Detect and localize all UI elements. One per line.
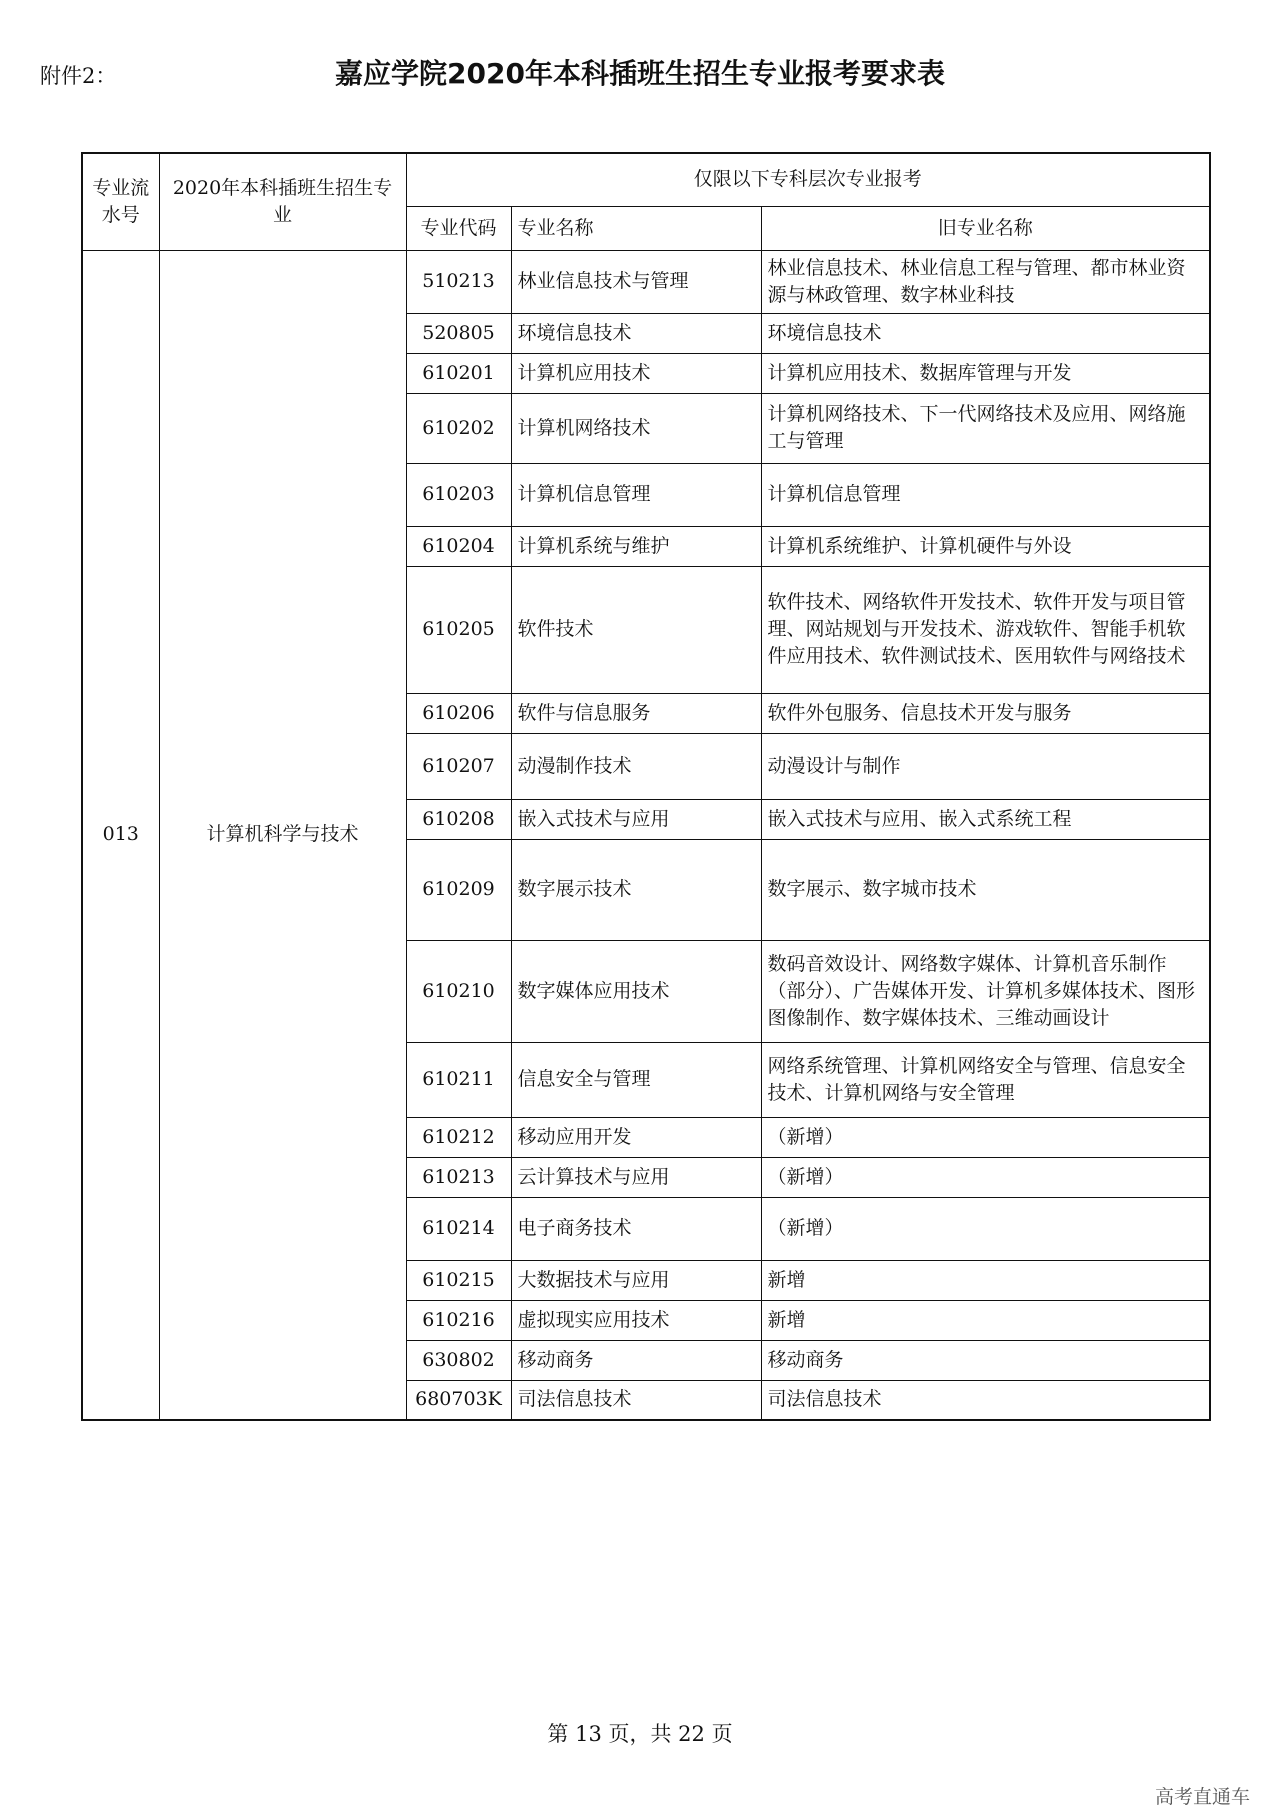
watermark: 高考直通车 [1154,1786,1250,1808]
header-code: 专业代码 [406,206,511,250]
row-old-name: （新增） [761,1117,1210,1157]
header-old-name: 旧专业名称 [761,206,1210,250]
major-name: 计算机科学与技术 [159,250,406,1420]
row-code: 610204 [406,526,511,566]
table-row [82,250,1210,313]
row-name: 信息安全与管理 [511,1042,761,1117]
row-code: 510213 [406,250,511,313]
attachment-label: 附件2： [40,64,117,88]
row-name: 计算机信息管理 [511,463,761,526]
row-code: 630802 [406,1340,511,1380]
row-old-name: 移动商务 [761,1340,1210,1380]
row-code: 610202 [406,393,511,463]
row-name: 电子商务技术 [511,1197,761,1260]
page-title: 嘉应学院2020年本科插班生招生专业报考要求表 [335,57,945,90]
row-code: 610207 [406,733,511,799]
row-old-name: 数字展示、数字城市技术 [761,839,1210,940]
row-old-name: （新增） [761,1197,1210,1260]
row-code: 610214 [406,1197,511,1260]
row-old-name: 新增 [761,1300,1210,1340]
row-old-name: （新增） [761,1157,1210,1197]
row-name: 移动应用开发 [511,1117,761,1157]
row-code: 610201 [406,353,511,393]
row-old-name: 计算机应用技术、数据库管理与开发 [761,353,1210,393]
row-old-name: 软件技术、网络软件开发技术、软件开发与项目管理、网站规划与开发技术、游戏软件、智能手机软件应用技术、软件测试技术、医用软件与网络技术 [761,566,1210,693]
header-major: 2020年本科插班生招生专业 [159,153,406,250]
row-code: 610203 [406,463,511,526]
row-old-name: 数码音效设计、网络数字媒体、计算机音乐制作（部分）、广告媒体开发、计算机多媒体技术、图形图像制作、数字媒体技术、三维动画设计 [761,940,1210,1042]
row-name: 数字展示技术 [511,839,761,940]
row-name: 移动商务 [511,1340,761,1380]
row-name: 嵌入式技术与应用 [511,799,761,839]
row-name: 司法信息技术 [511,1380,761,1420]
row-code: 610209 [406,839,511,940]
row-old-name: 司法信息技术 [761,1380,1210,1420]
row-code: 680703K [406,1380,511,1420]
row-name: 计算机网络技术 [511,393,761,463]
requirements-table [81,152,1211,1421]
row-code: 610216 [406,1300,511,1340]
row-name: 计算机应用技术 [511,353,761,393]
row-code: 610210 [406,940,511,1042]
row-old-name: 新增 [761,1260,1210,1300]
row-old-name: 计算机网络技术、下一代网络技术及应用、网络施工与管理 [761,393,1210,463]
header-serial: 专业流水号 [82,153,159,250]
row-old-name: 软件外包服务、信息技术开发与服务 [761,693,1210,733]
row-code: 610212 [406,1117,511,1157]
row-name: 虚拟现实应用技术 [511,1300,761,1340]
row-code: 610208 [406,799,511,839]
row-name: 云计算技术与应用 [511,1157,761,1197]
page-number: 第 13 页，共 22 页 [547,1722,733,1746]
row-old-name: 动漫设计与制作 [761,733,1210,799]
row-name: 计算机系统与维护 [511,526,761,566]
row-code: 610205 [406,566,511,693]
row-name: 大数据技术与应用 [511,1260,761,1300]
header-name: 专业名称 [511,206,761,250]
row-old-name: 环境信息技术 [761,313,1210,353]
row-old-name: 林业信息技术、林业信息工程与管理、都市林业资源与林政管理、数字林业科技 [761,250,1210,313]
row-code: 610206 [406,693,511,733]
serial-number: 013 [82,250,159,1420]
header-allowed-group: 仅限以下专科层次专业报考 [406,153,1210,206]
row-old-name: 嵌入式技术与应用、嵌入式系统工程 [761,799,1210,839]
row-code: 520805 [406,313,511,353]
row-name: 林业信息技术与管理 [511,250,761,313]
row-old-name: 计算机系统维护、计算机硬件与外设 [761,526,1210,566]
row-name: 数字媒体应用技术 [511,940,761,1042]
row-name: 动漫制作技术 [511,733,761,799]
row-code: 610211 [406,1042,511,1117]
row-old-name: 计算机信息管理 [761,463,1210,526]
row-old-name: 网络系统管理、计算机网络安全与管理、信息安全技术、计算机网络与安全管理 [761,1042,1210,1117]
row-code: 610215 [406,1260,511,1300]
row-name: 软件技术 [511,566,761,693]
row-code: 610213 [406,1157,511,1197]
row-name: 软件与信息服务 [511,693,761,733]
row-name: 环境信息技术 [511,313,761,353]
